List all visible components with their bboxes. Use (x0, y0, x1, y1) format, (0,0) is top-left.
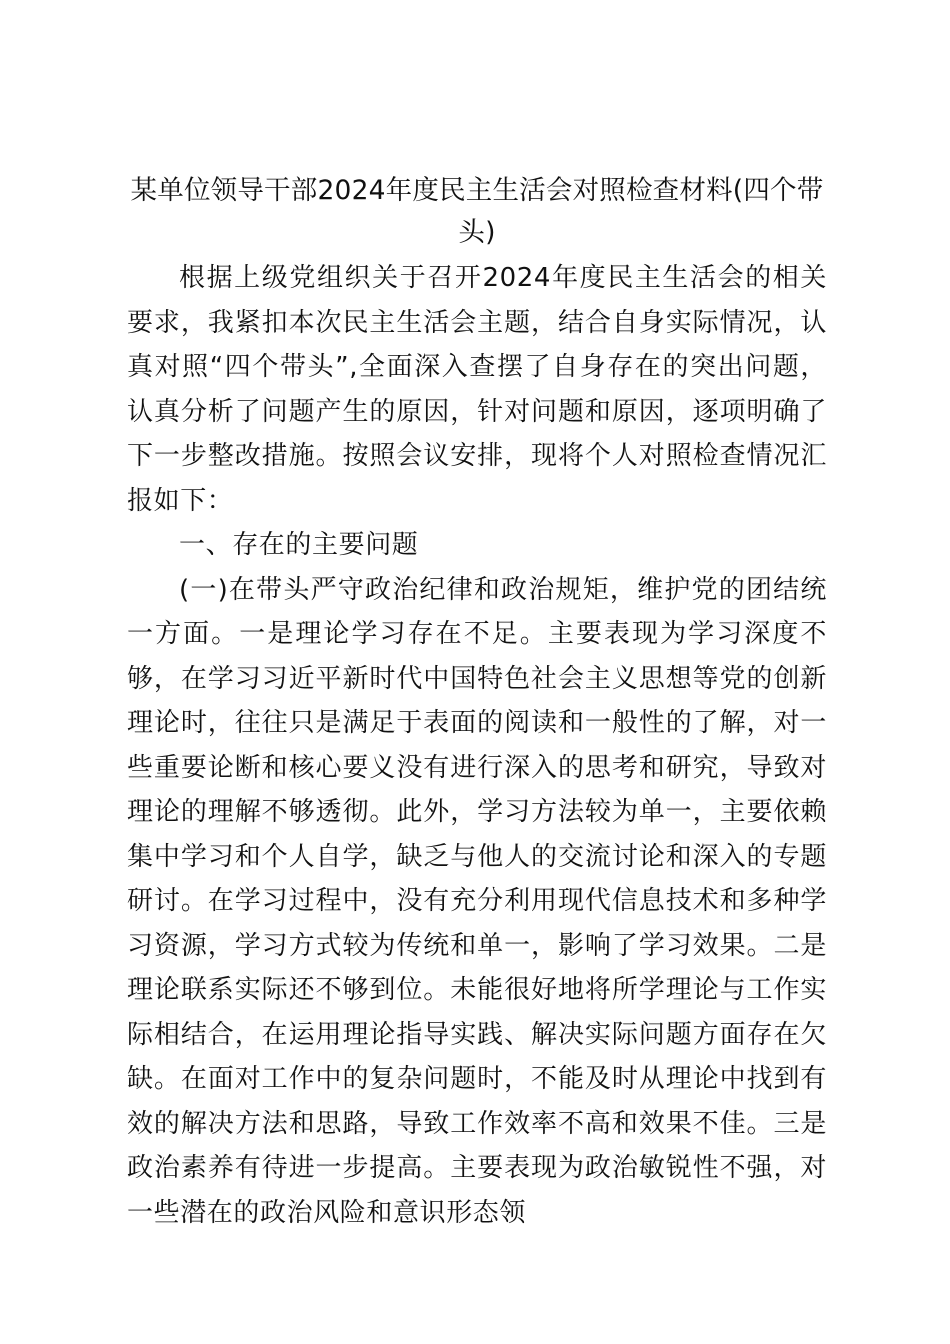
document-title: 某单位领导干部2024年度民主生活会对照检查材料(四个带头) (130, 175, 824, 248)
section-paragraph: (一)在带头严守政治纪律和政治规矩，维护党的团结统一方面。一是理论学习存在不足。主要表现为学习深度不够，在学习习近平新时代中国特色社会主义思想等党的创新理论时，往往只是满足于表面的阅读和一般性的了解，对一些重要论断和核心要义没有进行深入的思考和研究，导致对理论的理解不够透彻。此外，学习方法较为单一，主要依赖集中学习和个人自学，缺乏与他人的交流讨论和深入的专题研讨。在学习过程中，没有充分利用现代信息技术和多种学习资源，学习方式较为传统和单一，影响了学习效果。二是理论联系实际还不够到位。未能很好地将所学理论与工作实际相结合，在运用理论指导实践、解决实际问题方面存在欠缺。在面对工作中的复杂问题时，不能及时从理论中找到有效的解决方法和思路，导致工作效率不高和效果不佳。三是政治素养有待进一步提高。主要表现为政治敏锐性不强，对一些潜在的政治风险和意识形态领 (127, 574, 827, 1228)
intro-paragraph: 根据上级党组织关于召开2024年度民主生活会的相关要求，我紧扣本次民主生活会主题，结合自身实际情况，认真对照“四个带头”,全面深入查摆了自身存在的突出问题，认真分析了问题产生的原因，针对问题和原因，逐项明确了下一步整改措施。按照会议安排，现将个人对照检查情况汇报如下： (127, 263, 827, 516)
document-body (127, 170, 827, 1235)
section-heading: 一、存在的主要问题 (179, 530, 419, 560)
